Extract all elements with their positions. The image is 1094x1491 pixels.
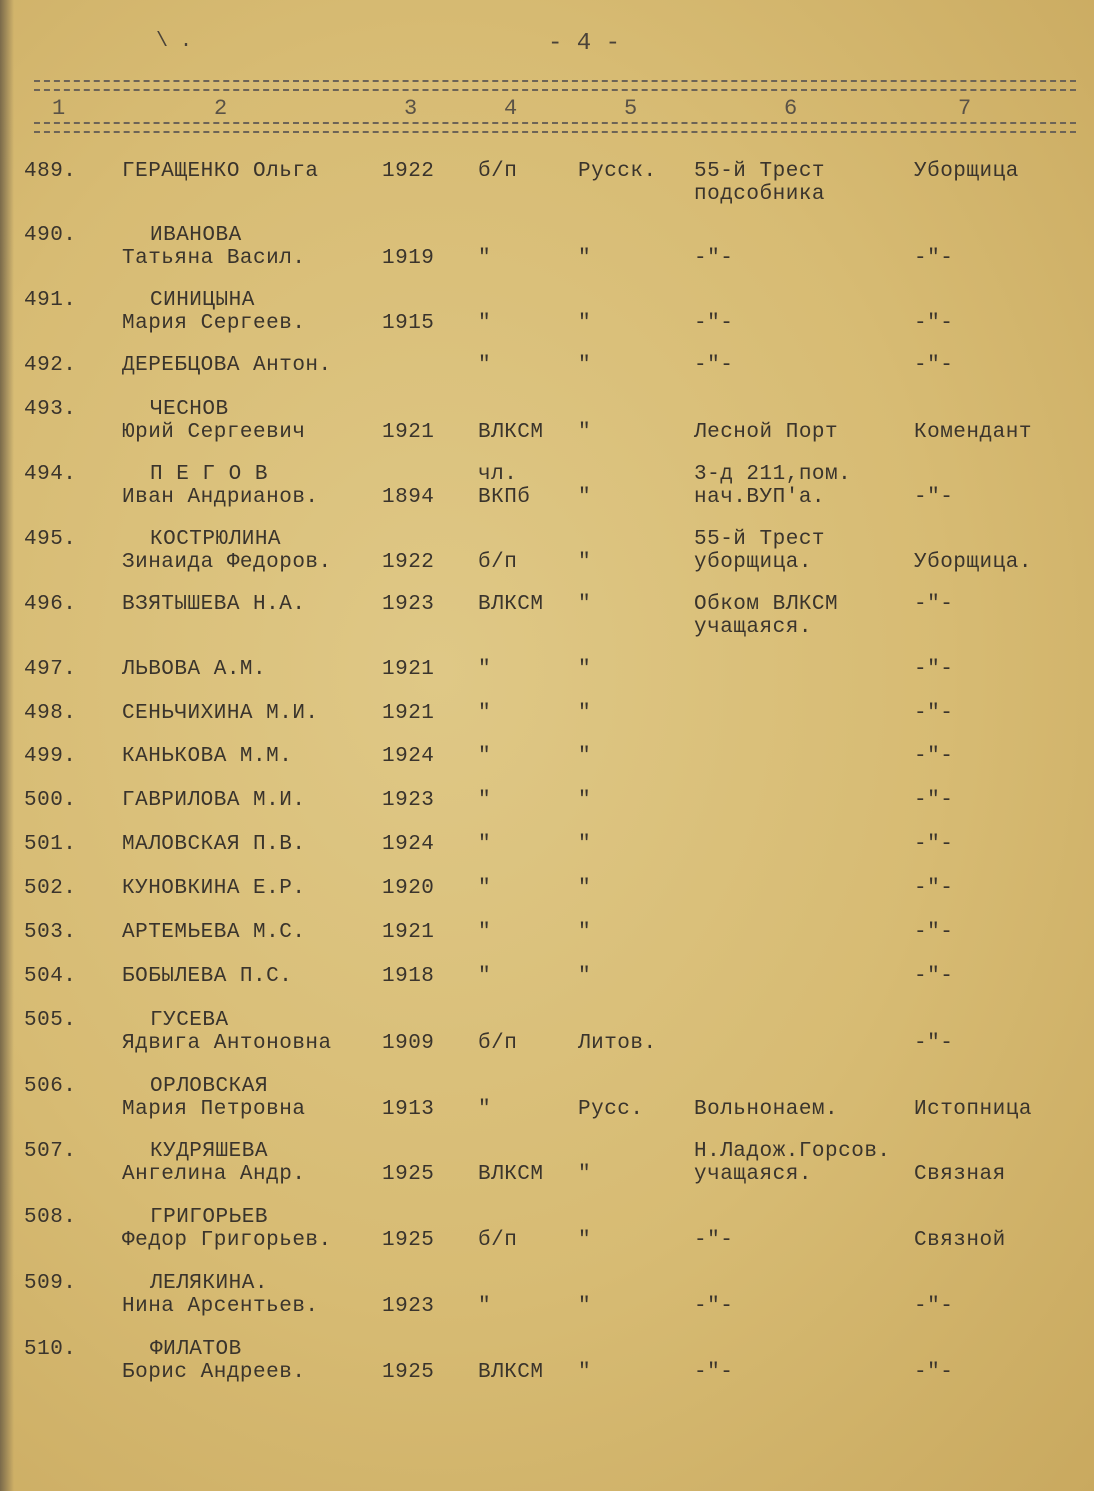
position: -"- (914, 1032, 954, 1055)
nationality: " (578, 593, 592, 616)
surname: МАЛОВСКАЯ П.В. (122, 833, 306, 856)
party: " (478, 312, 492, 335)
birth-year: 1922 (382, 551, 435, 574)
position: -"- (914, 354, 954, 377)
nationality: " (578, 354, 592, 377)
nationality: " (578, 877, 592, 900)
position: -"- (914, 965, 954, 988)
row-number: 510. (24, 1338, 77, 1361)
given-name: Борис Андреев. (122, 1361, 306, 1384)
party: ВЛКСМ (478, 1163, 544, 1186)
row-number: 492. (24, 354, 77, 377)
position: -"- (914, 833, 954, 856)
row-number: 506. (24, 1075, 77, 1098)
col-number-1: 1 (52, 96, 66, 121)
birth-year: 1925 (382, 1163, 435, 1186)
col-number-7: 7 (958, 96, 972, 121)
nationality: " (578, 486, 592, 509)
party: " (478, 921, 492, 944)
row-number: 496. (24, 593, 77, 616)
party: б/п (478, 160, 518, 183)
workplace: -"- (694, 354, 734, 377)
position: Уборщица (914, 160, 1019, 183)
surname: ГУСЕВА (150, 1009, 229, 1032)
row-number: 493. (24, 398, 77, 421)
col-number-3: 3 (404, 96, 418, 121)
nationality: " (578, 833, 592, 856)
position: -"- (914, 702, 954, 725)
birth-year: 1925 (382, 1361, 435, 1384)
position: -"- (914, 789, 954, 812)
row-number: 498. (24, 702, 77, 725)
birth-year: 1913 (382, 1098, 435, 1121)
position: Уборщица. (914, 551, 1032, 574)
birth-year: 1918 (382, 965, 435, 988)
surname: БОБЫЛЕВА П.С. (122, 965, 293, 988)
party: ВЛКСМ (478, 421, 544, 444)
nationality: Русск. (578, 160, 657, 183)
workplace: -"- (694, 1229, 734, 1252)
row-number: 504. (24, 965, 77, 988)
given-name: Мария Сергеев. (122, 312, 306, 335)
row-number: 497. (24, 658, 77, 681)
position: Истопница (914, 1098, 1032, 1121)
workplace-line2: подсобника (694, 183, 826, 206)
birth-year: 1920 (382, 877, 435, 900)
surname: ОРЛОВСКАЯ (150, 1075, 268, 1098)
row-number: 495. (24, 528, 77, 551)
col-number-5: 5 (624, 96, 638, 121)
nationality: " (578, 551, 592, 574)
nationality: " (578, 247, 592, 270)
party: " (478, 354, 492, 377)
workplace: Н.Ладож.Горсов. (694, 1140, 891, 1163)
surname: КОСТРЮЛИНА (150, 528, 282, 551)
position: Комендант (914, 421, 1032, 444)
surname: КАНЬКОВА М.М. (122, 745, 293, 768)
party: " (478, 702, 492, 725)
row-number: 509. (24, 1272, 77, 1295)
birth-year: 1919 (382, 247, 435, 270)
given-name: Ядвига Антоновна (122, 1032, 332, 1055)
workplace: 3-д 211,пом. (694, 463, 852, 486)
position: -"- (914, 877, 954, 900)
nationality: " (578, 965, 592, 988)
position: Связная (914, 1163, 1006, 1186)
party-line2: ВКПб (478, 486, 531, 509)
surname: ВЗЯТЫШЕВА Н.А. (122, 593, 306, 616)
nationality: " (578, 789, 592, 812)
page-edge-shadow (0, 0, 14, 1491)
surname: АРТЕМЬЕВА М.С. (122, 921, 306, 944)
surname: СИНИЦЫНА (150, 289, 255, 312)
workplace: -"- (694, 1361, 734, 1384)
surname: ГРИГОРЬЕВ (150, 1206, 268, 1229)
row-number: 494. (24, 463, 77, 486)
party: ВЛКСМ (478, 1361, 544, 1384)
party: " (478, 1098, 492, 1121)
nationality: " (578, 702, 592, 725)
birth-year: 1925 (382, 1229, 435, 1252)
birth-year: 1921 (382, 658, 435, 681)
position: -"- (914, 593, 954, 616)
party: " (478, 247, 492, 270)
row-number: 499. (24, 745, 77, 768)
party: б/п (478, 551, 518, 574)
birth-year: 1921 (382, 702, 435, 725)
party: " (478, 1295, 492, 1318)
birth-year: 1922 (382, 160, 435, 183)
nationality: " (578, 1361, 592, 1384)
nationality: " (578, 1229, 592, 1252)
col-number-2: 2 (214, 96, 228, 121)
birth-year: 1924 (382, 833, 435, 856)
header-top-rule (34, 80, 1076, 91)
nationality: " (578, 745, 592, 768)
workplace-line2: учащаяся. (694, 1163, 812, 1186)
birth-year: 1915 (382, 312, 435, 335)
top-mark: \ . (156, 30, 193, 53)
row-number: 490. (24, 224, 77, 247)
birth-year: 1923 (382, 1295, 435, 1318)
party: " (478, 789, 492, 812)
page-number: - 4 - (548, 30, 621, 57)
surname: ИВАНОВА (150, 224, 242, 247)
workplace-line2: уборщица. (694, 551, 812, 574)
workplace: -"- (694, 1295, 734, 1318)
birth-year: 1921 (382, 921, 435, 944)
party: чл. (478, 463, 518, 486)
position: -"- (914, 921, 954, 944)
position: -"- (914, 1295, 954, 1318)
surname: ГЕРАЩЕНКО Ольга (122, 160, 319, 183)
nationality: " (578, 1295, 592, 1318)
workplace-line2: учащаяся. (694, 616, 812, 639)
workplace-line2: нач.ВУП'а. (694, 486, 826, 509)
birth-year: 1923 (382, 789, 435, 812)
workplace: 55-й Трест (694, 528, 826, 551)
birth-year: 1894 (382, 486, 435, 509)
given-name: Иван Андрианов. (122, 486, 319, 509)
surname: ФИЛАТОВ (150, 1338, 242, 1361)
birth-year: 1924 (382, 745, 435, 768)
nationality: " (578, 1163, 592, 1186)
position: -"- (914, 486, 954, 509)
nationality: " (578, 421, 592, 444)
nationality: " (578, 658, 592, 681)
header-bottom-rule (34, 122, 1076, 133)
surname: КУНОВКИНА Е.Р. (122, 877, 306, 900)
nationality: " (578, 312, 592, 335)
party: " (478, 965, 492, 988)
nationality: Русс. (578, 1098, 644, 1121)
position: Связной (914, 1229, 1006, 1252)
workplace: Лесной Порт (694, 421, 839, 444)
position: -"- (914, 312, 954, 335)
surname: ЛЕЛЯКИНА. (150, 1272, 268, 1295)
position: -"- (914, 745, 954, 768)
row-number: 508. (24, 1206, 77, 1229)
position: -"- (914, 247, 954, 270)
party: б/п (478, 1229, 518, 1252)
birth-year: 1923 (382, 593, 435, 616)
workplace: 55-й Трест (694, 160, 826, 183)
party: " (478, 877, 492, 900)
given-name: Юрий Сергеевич (122, 421, 306, 444)
given-name: Федор Григорьев. (122, 1229, 332, 1252)
surname: ДЕРЕБЦОВА Антон. (122, 354, 332, 377)
col-number-4: 4 (504, 96, 518, 121)
party: б/п (478, 1032, 518, 1055)
position: -"- (914, 1361, 954, 1384)
row-number: 505. (24, 1009, 77, 1032)
party: " (478, 833, 492, 856)
party: " (478, 658, 492, 681)
given-name: Зинаида Федоров. (122, 551, 332, 574)
workplace: Обком ВЛКСМ (694, 593, 839, 616)
row-number: 502. (24, 877, 77, 900)
workplace: Вольнонаем. (694, 1098, 839, 1121)
party: " (478, 745, 492, 768)
row-number: 491. (24, 289, 77, 312)
row-number: 501. (24, 833, 77, 856)
row-number: 507. (24, 1140, 77, 1163)
surname: ЧЕСНОВ (150, 398, 229, 421)
party: ВЛКСМ (478, 593, 544, 616)
given-name: Нина Арсентьев. (122, 1295, 319, 1318)
nationality: " (578, 921, 592, 944)
surname: СЕНЬЧИХИНА М.И. (122, 702, 319, 725)
nationality: Литов. (578, 1032, 657, 1055)
workplace: -"- (694, 312, 734, 335)
surname: КУДРЯШЕВА (150, 1140, 268, 1163)
surname: ГАВРИЛОВА М.И. (122, 789, 306, 812)
position: -"- (914, 658, 954, 681)
row-number: 489. (24, 160, 77, 183)
given-name: Татьяна Васил. (122, 247, 306, 270)
given-name: Мария Петровна (122, 1098, 306, 1121)
birth-year: 1909 (382, 1032, 435, 1055)
given-name: Ангелина Андр. (122, 1163, 306, 1186)
surname: П Е Г О В (150, 463, 268, 486)
birth-year: 1921 (382, 421, 435, 444)
row-number: 503. (24, 921, 77, 944)
workplace: -"- (694, 247, 734, 270)
row-number: 500. (24, 789, 77, 812)
surname: ЛЬВОВА А.М. (122, 658, 267, 681)
col-number-6: 6 (784, 96, 798, 121)
